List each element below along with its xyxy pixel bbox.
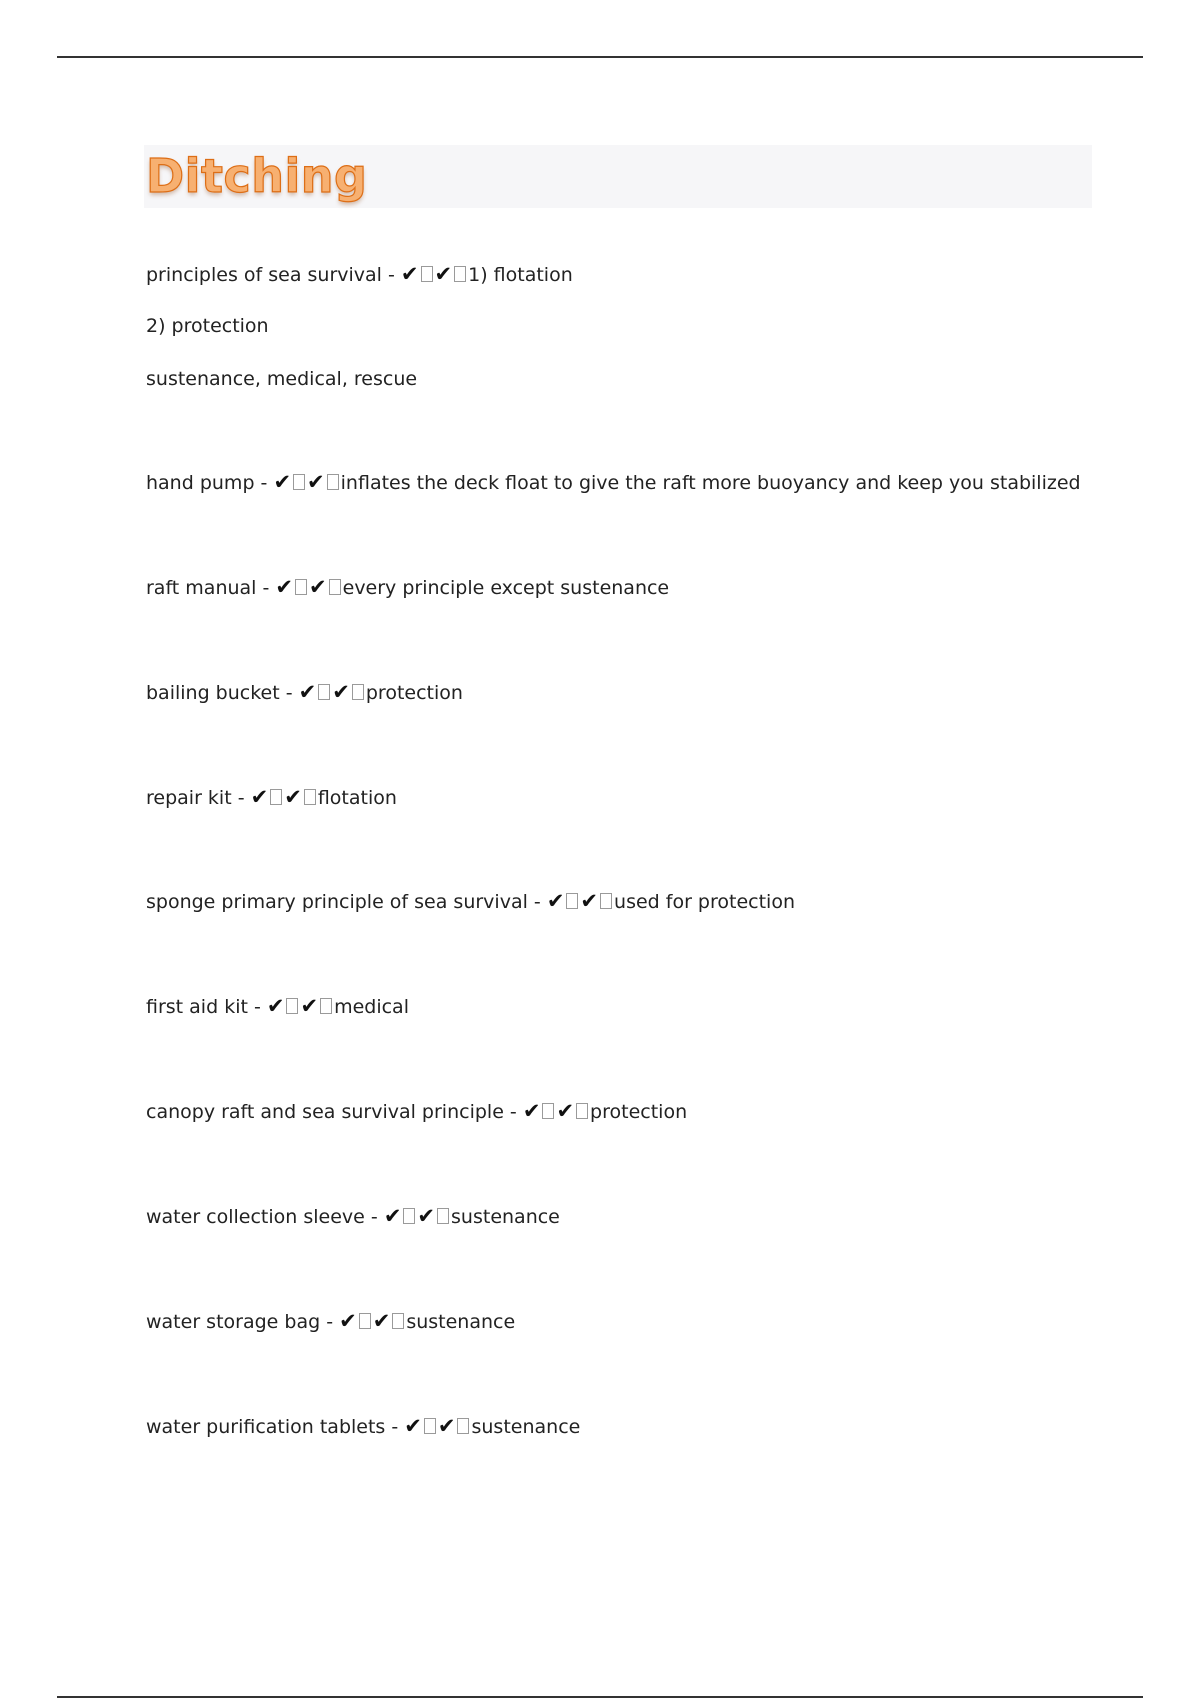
list-item [146, 784, 397, 811]
definition: sustenance [451, 1206, 560, 1228]
list-item [146, 1203, 560, 1230]
empty-box-icon [542, 1103, 554, 1119]
term: principles of sea survival [146, 264, 382, 286]
separator: - [364, 1206, 384, 1228]
title-banner [144, 145, 1092, 208]
separator: - [527, 891, 547, 913]
empty-box-icon [437, 1208, 449, 1224]
list-item [146, 1413, 580, 1440]
term: hand pump [146, 472, 255, 494]
separator: - [385, 1416, 405, 1438]
empty-box-icon [359, 1313, 371, 1329]
check-icon: ✔ [307, 470, 325, 494]
bottom-rule [57, 1696, 1143, 1698]
check-icon: ✔ [266, 994, 285, 1018]
list-item [146, 366, 417, 392]
separator: - [254, 472, 274, 494]
check-icon: ✔ [417, 1204, 436, 1228]
separator: - [247, 996, 267, 1018]
empty-box-icon [304, 789, 316, 805]
term: sponge primary principle of sea survival [146, 891, 528, 913]
empty-box-icon [600, 893, 612, 909]
check-icon: ✔ [372, 1309, 391, 1333]
check-icon: ✔ [580, 889, 599, 913]
check-icon: ✔ [400, 262, 419, 286]
separator: - [381, 264, 401, 286]
separator: - [231, 787, 251, 809]
check-icon: ✔ [250, 785, 269, 809]
empty-box-icon [295, 579, 307, 595]
list-item [146, 888, 795, 915]
check-icon: ✔ [546, 889, 565, 913]
empty-box-icon [293, 474, 305, 490]
empty-box-icon [403, 1208, 415, 1224]
term: water storage bag [146, 1311, 321, 1333]
empty-box-icon [352, 684, 364, 700]
term: repair kit [146, 787, 232, 809]
term: raft manual [146, 577, 257, 599]
check-icon: ✔ [556, 1099, 575, 1123]
empty-box-icon [576, 1103, 588, 1119]
page-title: Ditching [146, 149, 368, 203]
term: canopy raft and sea survival principle [146, 1101, 504, 1123]
check-icon: ✔ [284, 785, 302, 809]
separator: - [503, 1101, 523, 1123]
empty-box-icon [457, 1418, 469, 1434]
list-item [146, 993, 409, 1020]
definition: 1) flotation [468, 264, 573, 286]
empty-box-icon [270, 789, 282, 805]
definition: sustenance [471, 1416, 581, 1438]
empty-box-icon [318, 684, 330, 700]
check-icon: ✔ [383, 1204, 402, 1228]
check-icon: ✔ [339, 1309, 357, 1333]
term: water purification tablets [146, 1416, 386, 1438]
list-item [146, 1098, 687, 1125]
term: bailing bucket [146, 682, 280, 704]
check-icon: ✔ [522, 1099, 541, 1123]
top-rule [57, 56, 1143, 58]
definition: sustenance [406, 1311, 516, 1333]
check-icon: ✔ [300, 994, 319, 1018]
list-item [146, 313, 269, 339]
empty-box-icon [327, 474, 339, 490]
empty-box-icon [566, 893, 578, 909]
empty-box-icon [421, 266, 433, 282]
check-icon: ✔ [434, 262, 453, 286]
check-icon: ✔ [275, 575, 294, 599]
list-item [146, 1308, 515, 1335]
separator: - [256, 577, 276, 599]
check-icon: ✔ [332, 680, 350, 704]
check-icon: ✔ [437, 1414, 456, 1438]
empty-box-icon [286, 998, 298, 1014]
term: water collection sleeve [146, 1206, 365, 1228]
definition: every principle except sustenance [342, 577, 670, 599]
check-icon: ✔ [273, 470, 292, 494]
separator: - [279, 682, 299, 704]
check-icon: ✔ [309, 575, 327, 599]
definition: inflates the deck float to give the raft more buoyancy and keep you stabilized [340, 472, 1081, 494]
list-item [146, 679, 463, 706]
definition: protection [590, 1101, 688, 1123]
check-icon: ✔ [404, 1414, 422, 1438]
separator: - [320, 1311, 340, 1333]
empty-box-icon [454, 266, 466, 282]
definition: 2) protection [146, 315, 269, 337]
list-item [146, 261, 573, 288]
list-item [146, 469, 1081, 496]
definition: protection [365, 682, 463, 704]
definition: medical [334, 996, 409, 1018]
definition: sustenance, medical, rescue [146, 368, 418, 390]
empty-box-icon [320, 998, 332, 1014]
term: first aid kit [146, 996, 248, 1018]
check-icon: ✔ [298, 680, 317, 704]
empty-box-icon [424, 1418, 436, 1434]
empty-box-icon [392, 1313, 404, 1329]
definition: used for protection [614, 891, 795, 913]
list-item [146, 574, 669, 601]
definition: flotation [317, 787, 397, 809]
empty-box-icon [329, 579, 341, 595]
